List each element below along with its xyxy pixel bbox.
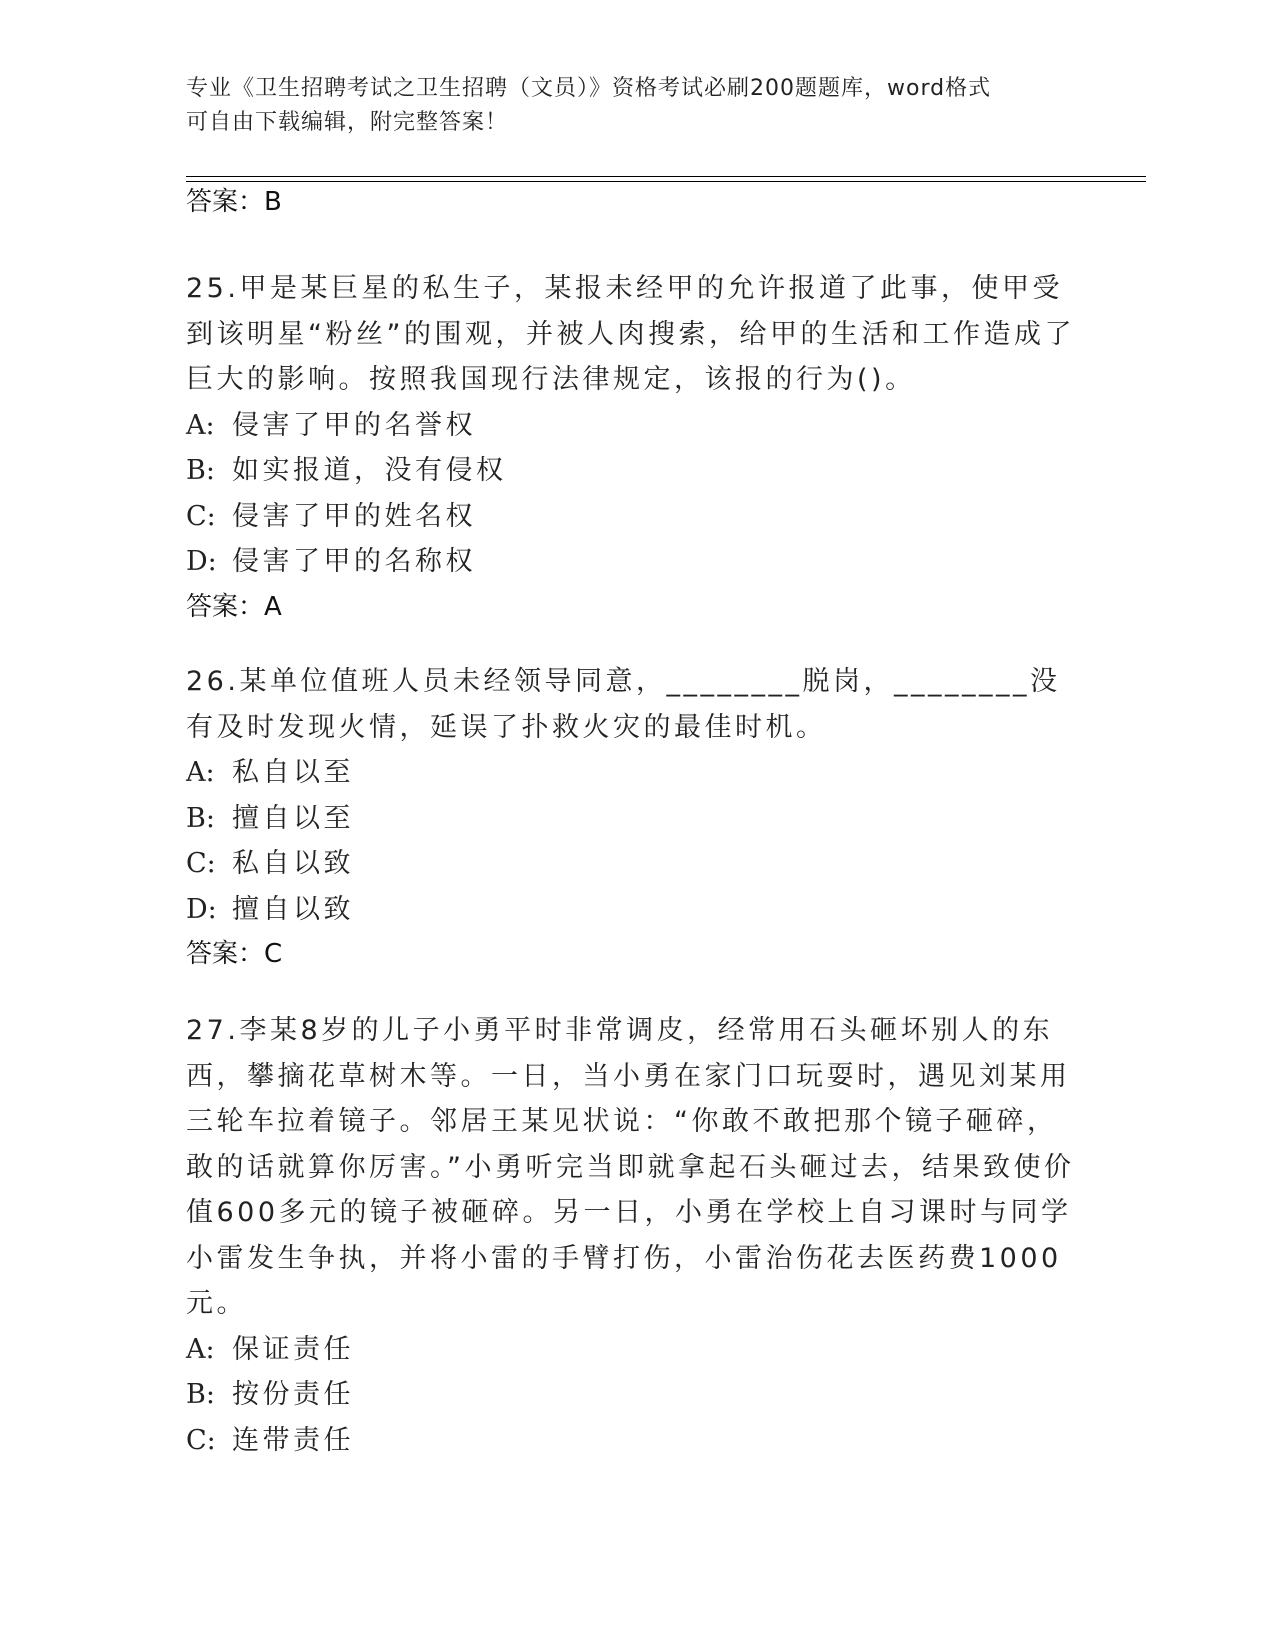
option-label: B:	[186, 455, 215, 486]
option-text: 侵害了甲的名称权	[232, 546, 476, 577]
option-label: A:	[186, 757, 215, 788]
question-stem: 26.某单位值班人员未经领导同意，________脱岗，________没有及时发现火情，延误了扑救火灾的最佳时机。	[186, 666, 1061, 743]
answer-label: 答案：C	[186, 939, 283, 969]
header-line-2: 可自由下载编辑，附完整答案！	[186, 110, 509, 135]
option-c[interactable]	[186, 1418, 1076, 1464]
answer-label: 答案：A	[186, 591, 282, 622]
option-c[interactable]	[186, 841, 1076, 887]
question-25	[186, 266, 1076, 630]
question-stem: 25.甲是某巨星的私生子，某报未经甲的允许报道了此事，使甲受到该明星“粉丝”的围观，并被人肉搜索，给甲的生活和工作造成了巨大的影响。按照我国现行法律规定，该报的行为()。	[186, 273, 1075, 395]
option-d[interactable]	[186, 887, 1076, 933]
header-line-1: 专业《卫生招聘考试之卫生招聘（文员）》资格考试必刷200题题库，word格式	[186, 76, 992, 101]
option-label: D:	[186, 546, 217, 577]
option-b[interactable]	[186, 796, 1076, 842]
option-label: B:	[186, 1379, 215, 1410]
question-26	[186, 659, 1076, 978]
option-a[interactable]	[186, 1327, 1076, 1373]
option-label: A:	[186, 409, 215, 441]
option-label: B:	[186, 802, 215, 834]
option-text: 侵害了甲的名誉权	[232, 409, 476, 441]
option-c[interactable]	[186, 494, 1076, 540]
option-text: 保证责任	[232, 1333, 354, 1365]
option-label: C:	[186, 1424, 216, 1456]
option-label: D:	[186, 893, 217, 925]
option-text: 按份责任	[232, 1379, 354, 1410]
previous-answer: 答案：B	[186, 187, 282, 217]
option-text: 私自以致	[232, 848, 354, 879]
document-header	[186, 72, 1066, 140]
option-a[interactable]	[186, 403, 1076, 449]
option-text: 擅自以致	[232, 893, 354, 925]
option-b[interactable]	[186, 1372, 1076, 1418]
question-27	[186, 1008, 1076, 1463]
header-divider-bottom	[186, 181, 1146, 182]
option-a[interactable]	[186, 750, 1076, 796]
option-label: C:	[186, 500, 216, 532]
option-b[interactable]	[186, 448, 1076, 494]
option-text: 侵害了甲的姓名权	[232, 500, 476, 532]
option-d[interactable]	[186, 539, 1076, 585]
option-text: 如实报道，没有侵权	[232, 455, 507, 486]
header-divider-top	[186, 176, 1146, 177]
option-text: 连带责任	[232, 1424, 354, 1456]
option-label: C:	[186, 848, 216, 879]
option-text: 私自以至	[232, 757, 354, 788]
question-stem: 27.李某8岁的儿子小勇平时非常调皮，经常用石头砸坏别人的东西，攀摘花草树木等。一日，当小勇在家门口玩耍时，遇见刘某用三轮车拉着镜子。邻居王某见状说：“你敢不敢把那个镜子砸碎，敢的话就算你厉害。”小勇听完当即就拿起石头砸过去，结果致使价值600多元的镜子被砸碎。另一日，小勇在学校上自习课时与同学小雷发生争执，并将小雷的手臂打伤，小雷治伤花去医药费1000元。	[186, 1015, 1075, 1319]
option-label: A:	[186, 1333, 215, 1365]
option-text: 擅自以至	[232, 802, 354, 834]
